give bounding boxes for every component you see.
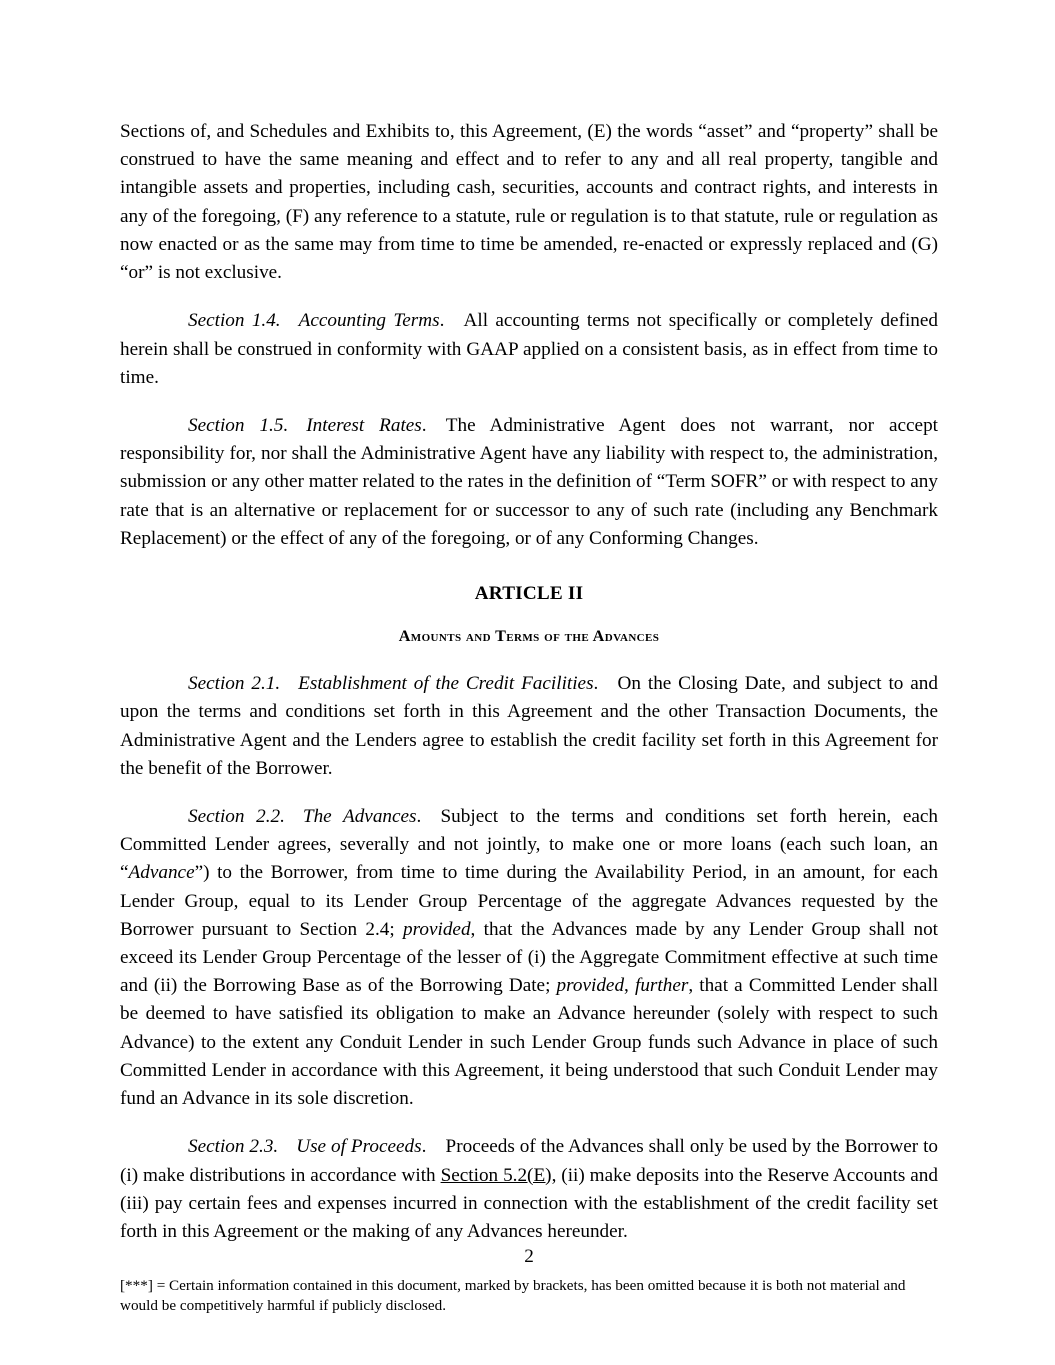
section-2-3-text-part1: . Proceeds of the Advances shall only be used by the Borrower to (i) make distributions in accordance with <box>120 1136 938 1186</box>
paragraph-section-1-5 <box>120 412 938 553</box>
page-content <box>120 118 938 1266</box>
section-2-2-text-part2: ”) to the Borrower, from time to time during the Availability Period, in an amount, for each Lender Group, equal to its Lender Group Percentage of the aggregate Advances requested by the Borrower pursuant to Section 2.4; <box>120 862 938 940</box>
section-2-3-heading: Use of Proceeds <box>296 1136 422 1158</box>
section-1-4-number: Section 1.4. <box>188 310 281 332</box>
paragraph-section-2-1 <box>120 670 938 783</box>
section-2-2-text-part1: . Subject to the terms and conditions set forth herein, each Committed Lender agrees, severally and not jointly, to make one or more loans (each such loan, an “ <box>120 805 938 884</box>
section-2-1-number: Section 2.1. <box>188 673 281 695</box>
page-number: 2 <box>524 1245 534 1267</box>
section-2-2-heading: The Advances <box>302 805 417 827</box>
paragraph-section-2-3 <box>120 1133 938 1246</box>
section-1-5-heading: Interest Rates <box>306 414 422 436</box>
paragraph-section-1-4 <box>120 307 938 392</box>
section-2-3-text-part2: , (ii) make deposits into the Reserve Accounts and (iii) pay certain fees and expenses incurred in connection with the establishment of the credit facility set forth in this Agreement or the making of any Advances hereunder. <box>120 1164 938 1242</box>
section-2-3-number: Section 2.3. <box>188 1136 279 1158</box>
section-1-5-text: . The Administrative Agent does not warrant, nor accept responsibility for, nor shall the Administrative Agent have any liability with respect to, the administration, submission or any other matter related to the rates in the definition of “Term SOFR” or with respect to any rate that is an alternative or replacement for or successor to any of such rate (including any Benchmark Replacement) or the effect of any of the foregoing, or of any Conforming Changes. <box>120 414 938 549</box>
confidentiality-footnote: [***] = Certain information contained in this document, marked by brackets, has been omitted because it is both not material and would be competitively harmful if publicly disclosed. <box>120 1276 906 1315</box>
section-1-4-heading: Accounting Terms <box>298 310 440 332</box>
section-1-4-text: . All accounting terms not specifically or completely defined herein shall be construed in conformity with GAAP applied on a consistent basis, as in effect from time to time. <box>120 310 938 388</box>
section-2-2-text-part5: , that a Committed Lender shall be deemed to have satisfied its obligation to make an Advance hereunder (solely with respect to such Advance) to the extent any Conduit Lender in such Lender Group funds such Advance in place of such Committed Lender in accordance with this Agreement, it being understood that such Conduit Lender may fund an Advance in its sole discretion. <box>120 975 939 1110</box>
page-footer <box>120 1246 938 1317</box>
paragraph-definitions-continued: Sections of, and Schedules and Exhibits to, this Agreement, (E) the words “asset” and “property” shall be construed to have the same meaning and effect and to refer to any and all real property, tangible and intangible assets and properties, including cash, securities, accounts and contract rights, and interests in any of the foregoing, (F) any reference to a statute, rule or regulation is to that statute, rule or regulation as now enacted or as the same may from time to time be amended, re-enacted or expressly replaced and (G) “or” is not exclusive. <box>120 121 938 284</box>
section-2-2-italic-provided-2: provided <box>556 975 625 997</box>
section-1-5-number: Section 1.5. <box>188 414 289 436</box>
section-2-2-text-part3: , that the Advances made by any Lender Group shall not exceed its Lender Group Percentage of the lesser of (i) the Aggregate Commitment effective at such time and (ii) the Borrowing Base as of the Borrowing Date; <box>120 918 938 997</box>
article-label: ARTICLE II <box>474 583 584 605</box>
section-2-2-italic-provided-1: provided <box>403 918 471 940</box>
section-2-2-italic-further: further <box>635 975 689 997</box>
section-2-1-heading: Establishment of the Credit Facilities <box>298 673 594 695</box>
section-2-2-text-part4: , <box>624 975 635 997</box>
section-2-1-text: . On the Closing Date, and subject to and upon the terms and conditions set forth in this Agreement and the other Transaction Documents, the Administrative Agent and the Lenders agree to establish the credit facility set forth in this Agreement for the benefit of the Borrower. <box>120 673 938 779</box>
section-2-2-italic-advance: Advance <box>128 862 195 884</box>
article-title: Amounts and Terms of the Advances <box>398 627 660 646</box>
paragraph-section-2-2 <box>120 803 938 1113</box>
section-2-2-number: Section 2.2. <box>188 805 285 827</box>
cross-reference-link-section-5-2-e[interactable]: Section 5.2(E) <box>440 1164 552 1186</box>
